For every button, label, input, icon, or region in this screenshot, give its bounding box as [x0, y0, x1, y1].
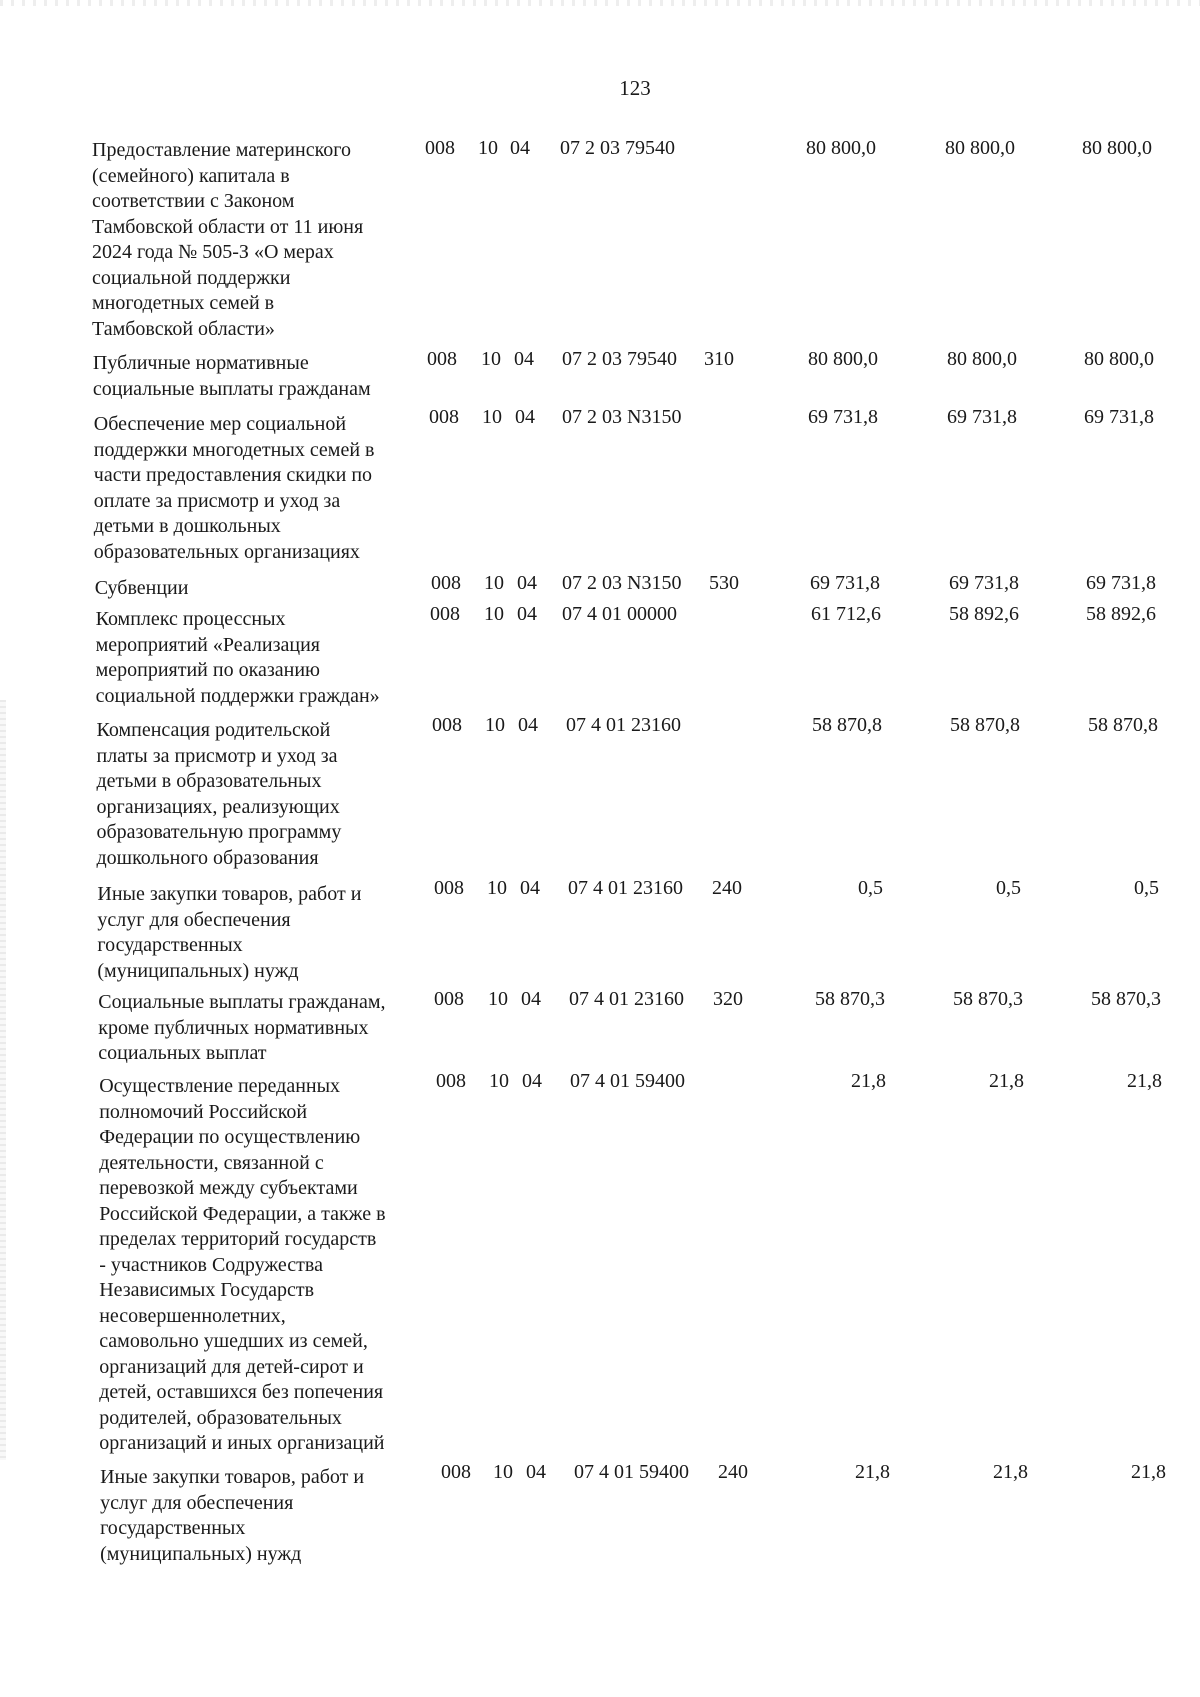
description-line: социальных выплат [98, 1042, 267, 1064]
amount-year-1: 58 870,8 [812, 714, 882, 736]
section-code: 10 [482, 406, 502, 428]
description-line: организаций для детей-сирот и [99, 1355, 364, 1378]
amount-year-1: 21,8 [851, 1070, 886, 1092]
description-line: детей, оставшихся без попечения [99, 1381, 384, 1403]
subsection-code: 04 [510, 137, 530, 159]
description-line: полномочий Российской [99, 1100, 308, 1123]
description-line: государственных [100, 1517, 246, 1539]
subsection-code: 04 [517, 572, 537, 594]
description-line: пределах территорий государств [99, 1228, 377, 1250]
description-line: самовольно ушедших из семей, [99, 1330, 368, 1352]
target-article-code: 07 4 01 23160 [569, 988, 684, 1010]
section-code: 10 [481, 348, 501, 370]
ministry-code: 008 [432, 714, 462, 736]
description-line: (муниципальных) нужд [97, 959, 299, 982]
row-description [95, 576, 425, 602]
amount-year-3: 58 870,3 [1091, 988, 1161, 1010]
section-code: 10 [485, 714, 505, 736]
description-line: социальные выплаты гражданам [92, 377, 371, 400]
target-article-code: 07 4 01 00000 [562, 603, 677, 625]
expense-type-code: 310 [704, 348, 734, 370]
description-line: образовательную программу [96, 821, 342, 843]
amount-year-1: 0,5 [858, 877, 883, 899]
row-description [93, 351, 423, 402]
row-description [99, 1074, 429, 1457]
description-line: детьми в образовательных [96, 770, 322, 792]
description-line: Иные закупки товаров, работ и [97, 883, 362, 905]
description-line: поддержки многодетных семей в [93, 438, 375, 461]
section-code: 10 [484, 603, 504, 625]
row-description [100, 1465, 430, 1567]
amount-year-1: 80 800,0 [806, 137, 876, 159]
page-number: 123 [619, 76, 651, 100]
target-article-code: 07 2 03 N3150 [562, 406, 682, 428]
description-line: части предоставления скидки по [93, 464, 373, 486]
section-code: 10 [493, 1461, 513, 1483]
subsection-code: 04 [526, 1461, 546, 1483]
target-article-code: 07 2 03 79540 [562, 348, 677, 370]
ministry-code: 008 [434, 877, 464, 899]
description-line: дошкольного образования [96, 846, 319, 869]
amount-year-2: 0,5 [996, 877, 1021, 899]
ministry-code: 008 [436, 1070, 466, 1092]
section-code: 10 [484, 572, 504, 594]
row-description [97, 718, 427, 871]
description-line: Обеспечение мер социальной [93, 413, 347, 435]
target-article-code: 07 4 01 59400 [570, 1070, 685, 1092]
amount-year-2: 69 731,8 [947, 406, 1017, 428]
description-line: Комплекс процессных [95, 608, 286, 630]
amount-year-3: 0,5 [1134, 877, 1159, 899]
ministry-code: 008 [427, 348, 457, 370]
amount-year-3: 80 800,0 [1082, 137, 1152, 159]
subsection-code: 04 [520, 877, 540, 899]
section-code: 10 [478, 137, 498, 159]
amount-year-3: 69 731,8 [1084, 406, 1154, 428]
expense-type-code: 240 [718, 1461, 748, 1483]
amount-year-2: 58 870,8 [950, 714, 1020, 736]
subsection-code: 04 [521, 988, 541, 1010]
row-description [98, 990, 428, 1067]
amount-year-3: 58 892,6 [1086, 603, 1156, 625]
description-line: Компенсация родительской [96, 719, 331, 741]
subsection-code: 04 [522, 1070, 542, 1092]
description-line: Социальные выплаты гражданам, [98, 991, 386, 1013]
expense-type-code: 240 [712, 877, 742, 899]
description-line: организациях, реализующих [96, 795, 340, 818]
description-line: соответствии с Законом [92, 190, 295, 212]
description-line: несовершеннолетних, [99, 1304, 286, 1327]
description-line: - участников Содружества [99, 1253, 323, 1276]
description-line: Публичные нормативные [92, 352, 309, 374]
description-line: оплате за присмотр и уход за [93, 489, 341, 512]
ministry-code: 008 [441, 1461, 471, 1483]
amount-year-2: 21,8 [993, 1461, 1028, 1483]
target-article-code: 07 2 03 79540 [560, 137, 675, 159]
description-line: (муниципальных) нужд [100, 1542, 302, 1565]
description-line: Иные закупки товаров, работ и [100, 1466, 365, 1488]
scan-edge-left [0, 700, 6, 1460]
amount-year-1: 80 800,0 [808, 348, 878, 370]
amount-year-2: 58 870,3 [953, 988, 1023, 1010]
description-line: многодетных семей в [92, 292, 275, 314]
amount-year-1: 58 870,3 [815, 988, 885, 1010]
description-line: мероприятий «Реализация [95, 633, 320, 656]
ministry-code: 008 [434, 988, 464, 1010]
subsection-code: 04 [515, 406, 535, 428]
row-description [96, 607, 426, 709]
section-code: 10 [488, 988, 508, 1010]
ministry-code: 008 [431, 572, 461, 594]
subsection-code: 04 [518, 714, 538, 736]
target-article-code: 07 4 01 59400 [574, 1461, 689, 1483]
description-line: социальной поддержки [92, 266, 291, 289]
description-line: Федерации по осуществлению [99, 1126, 361, 1148]
description-line: социальной поддержки граждан» [95, 684, 380, 707]
amount-year-1: 69 731,8 [808, 406, 878, 428]
expense-type-code: 530 [709, 572, 739, 594]
amount-year-2: 80 800,0 [947, 348, 1017, 370]
target-article-code: 07 2 03 N3150 [562, 572, 682, 594]
description-line: Субвенции [94, 577, 189, 599]
description-line: Независимых Государств [99, 1279, 315, 1301]
description-line: услуг для обеспечения [97, 908, 291, 931]
amount-year-3: 58 870,8 [1088, 714, 1158, 736]
ministry-code: 008 [429, 406, 459, 428]
description-line: организаций и иных организаций [99, 1432, 385, 1454]
description-line: Осуществление переданных [99, 1075, 341, 1097]
description-line: Тамбовской области от 11 июня [92, 215, 364, 238]
description-line: детьми в дошкольных [93, 515, 281, 537]
description-line: государственных [97, 934, 243, 956]
amount-year-3: 21,8 [1131, 1461, 1166, 1483]
description-line: мероприятий по оказанию [95, 659, 320, 681]
subsection-code: 04 [517, 603, 537, 625]
target-article-code: 07 4 01 23160 [568, 877, 683, 899]
amount-year-2: 21,8 [989, 1070, 1024, 1092]
amount-year-2: 80 800,0 [945, 137, 1015, 159]
description-line: платы за присмотр и уход за [96, 744, 338, 767]
row-description [92, 138, 422, 342]
description-line: деятельности, связанной с [99, 1151, 324, 1174]
amount-year-1: 61 712,6 [811, 603, 881, 625]
target-article-code: 07 4 01 23160 [566, 714, 681, 736]
ministry-code: 008 [430, 603, 460, 625]
subsection-code: 04 [514, 348, 534, 370]
description-line: перевозкой между субъектами [99, 1177, 358, 1199]
amount-year-3: 21,8 [1127, 1070, 1162, 1092]
amount-year-2: 58 892,6 [949, 603, 1019, 625]
section-code: 10 [489, 1070, 509, 1092]
row-description [94, 412, 424, 565]
amount-year-3: 69 731,8 [1086, 572, 1156, 594]
description-line: Предоставление материнского [92, 139, 351, 161]
description-line: (семейного) капитала в [92, 164, 290, 187]
scan-edge-top [0, 0, 1200, 6]
description-line: образовательных организациях [93, 540, 360, 563]
amount-year-3: 80 800,0 [1084, 348, 1154, 370]
section-code: 10 [487, 877, 507, 899]
description-line: родителей, образовательных [99, 1406, 342, 1429]
ministry-code: 008 [425, 137, 455, 159]
description-line: 2024 года № 505-З «О мерах [92, 241, 334, 263]
expense-type-code: 320 [713, 988, 743, 1010]
description-line: Российской Федерации, а также в [99, 1202, 386, 1225]
description-line: кроме публичных нормативных [98, 1016, 369, 1039]
description-line: Тамбовской области» [92, 317, 275, 340]
amount-year-1: 21,8 [855, 1461, 890, 1483]
row-description [97, 882, 427, 984]
amount-year-1: 69 731,8 [810, 572, 880, 594]
amount-year-2: 69 731,8 [949, 572, 1019, 594]
description-line: услуг для обеспечения [100, 1491, 294, 1514]
